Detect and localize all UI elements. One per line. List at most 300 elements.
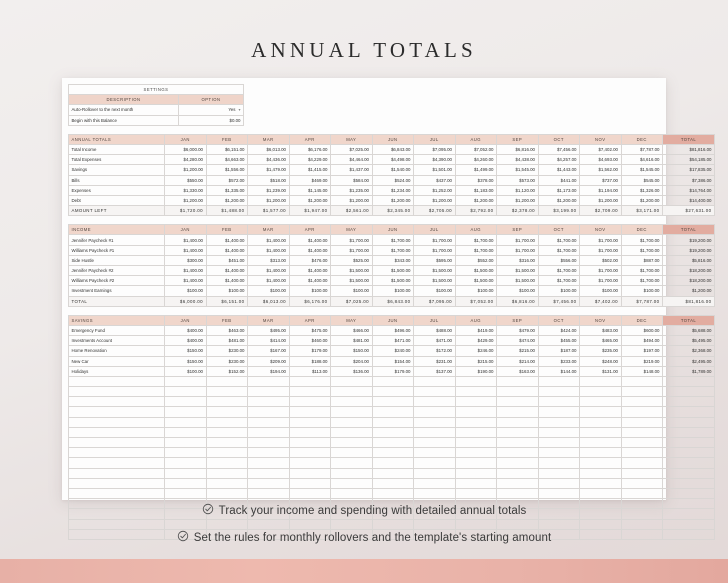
cell-jan[interactable]: $400.00 bbox=[165, 336, 207, 346]
cell-dec[interactable]: $545.00 bbox=[621, 175, 663, 185]
empty-cell[interactable] bbox=[538, 488, 580, 498]
cell-may[interactable]: $1,500.00 bbox=[331, 276, 373, 286]
cell-feb[interactable]: $1,400.00 bbox=[206, 266, 248, 276]
empty-cell[interactable] bbox=[663, 448, 715, 458]
empty-cell[interactable] bbox=[538, 448, 580, 458]
cell-nov[interactable]: $7,402.00 bbox=[580, 144, 622, 154]
empty-cell[interactable] bbox=[331, 488, 373, 498]
cell-nov[interactable]: $465.00 bbox=[580, 336, 622, 346]
cell-feb[interactable]: $230.00 bbox=[206, 356, 248, 366]
cell-nov[interactable]: $1,562.00 bbox=[580, 165, 622, 175]
cell-total[interactable]: $81,816.00 bbox=[663, 144, 715, 154]
cell-apr[interactable]: $179.00 bbox=[289, 346, 331, 356]
empty-cell[interactable] bbox=[165, 438, 207, 448]
table-row[interactable] bbox=[69, 175, 715, 185]
cell-sep[interactable]: $6,816.00 bbox=[497, 144, 539, 154]
cell-may[interactable]: $7,025.00 bbox=[331, 144, 373, 154]
cell-jul[interactable]: $2,705.00 bbox=[414, 206, 456, 216]
empty-cell[interactable] bbox=[206, 397, 248, 407]
empty-cell[interactable] bbox=[248, 417, 290, 427]
empty-cell[interactable] bbox=[289, 438, 331, 448]
empty-cell[interactable] bbox=[414, 468, 456, 478]
cell-may[interactable]: $4,464.00 bbox=[331, 155, 373, 165]
cell-nov[interactable]: $1,200.00 bbox=[580, 195, 622, 205]
empty-cell[interactable] bbox=[663, 488, 715, 498]
empty-cell[interactable] bbox=[165, 387, 207, 397]
empty-cell[interactable] bbox=[289, 407, 331, 417]
cell-feb[interactable]: $230.00 bbox=[206, 346, 248, 356]
cell-sep[interactable]: $1,500.00 bbox=[497, 266, 539, 276]
cell-feb[interactable]: $451.00 bbox=[206, 255, 248, 265]
empty-cell[interactable] bbox=[621, 478, 663, 488]
empty-cell[interactable] bbox=[580, 397, 622, 407]
empty-cell[interactable] bbox=[331, 478, 373, 488]
empty-cell[interactable] bbox=[165, 427, 207, 437]
cell-may[interactable]: $204.00 bbox=[331, 356, 373, 366]
empty-cell[interactable] bbox=[580, 376, 622, 386]
cell-dec[interactable]: $4,616.00 bbox=[621, 155, 663, 165]
empty-cell[interactable] bbox=[663, 387, 715, 397]
cell-may[interactable]: $1,700.00 bbox=[331, 235, 373, 245]
cell-jul[interactable]: $1,252.00 bbox=[414, 185, 456, 195]
cell-aug[interactable]: $2,792.00 bbox=[455, 206, 497, 216]
cell-may[interactable]: $1,235.00 bbox=[331, 185, 373, 195]
empty-cell[interactable] bbox=[69, 458, 165, 468]
cell-jun[interactable]: $6,843.00 bbox=[372, 144, 414, 154]
cell-total[interactable]: $14,764.00 bbox=[663, 185, 715, 195]
empty-cell[interactable] bbox=[248, 387, 290, 397]
cell-jul[interactable]: $137.00 bbox=[414, 366, 456, 376]
cell-nov[interactable]: $2,709.00 bbox=[580, 206, 622, 216]
empty-cell[interactable] bbox=[621, 376, 663, 386]
cell-total[interactable]: $5,816.00 bbox=[663, 255, 715, 265]
cell-apr[interactable]: $1,400.00 bbox=[289, 235, 331, 245]
cell-sep[interactable]: $1,700.00 bbox=[497, 235, 539, 245]
cell-nov[interactable]: $100.00 bbox=[580, 286, 622, 296]
cell-sep[interactable]: $1,700.00 bbox=[497, 245, 539, 255]
empty-cell[interactable] bbox=[455, 407, 497, 417]
cell-aug[interactable]: $419.00 bbox=[455, 325, 497, 335]
empty-cell[interactable] bbox=[289, 397, 331, 407]
empty-cell[interactable] bbox=[372, 448, 414, 458]
empty-cell[interactable] bbox=[206, 438, 248, 448]
cell-jul[interactable]: $1,700.00 bbox=[414, 235, 456, 245]
cell-aug[interactable]: $7,052.00 bbox=[455, 144, 497, 154]
cell-oct[interactable]: $7,456.00 bbox=[538, 296, 580, 306]
cell-feb[interactable]: $1,400.00 bbox=[206, 276, 248, 286]
cell-may[interactable]: $7,025.00 bbox=[331, 296, 373, 306]
cell-feb[interactable]: $152.00 bbox=[206, 366, 248, 376]
empty-cell[interactable] bbox=[69, 427, 165, 437]
cell-aug[interactable]: $7,052.00 bbox=[455, 296, 497, 306]
settings-row-auto-rollover[interactable] bbox=[69, 105, 244, 115]
empty-cell[interactable] bbox=[414, 387, 456, 397]
empty-cell[interactable] bbox=[331, 427, 373, 437]
cell-nov[interactable]: $235.00 bbox=[580, 346, 622, 356]
cell-jul[interactable]: $7,095.00 bbox=[414, 296, 456, 306]
cell-apr[interactable]: $4,229.00 bbox=[289, 155, 331, 165]
cell-sep[interactable]: $6,816.00 bbox=[497, 296, 539, 306]
cell-jul[interactable]: $1,501.00 bbox=[414, 165, 456, 175]
cell-aug[interactable]: $246.00 bbox=[455, 346, 497, 356]
table-row[interactable] bbox=[69, 245, 715, 255]
cell-jul[interactable]: $1,700.00 bbox=[414, 245, 456, 255]
cell-dec[interactable]: $1,700.00 bbox=[621, 235, 663, 245]
empty-table-row[interactable] bbox=[69, 438, 715, 448]
cell-apr[interactable]: $1,145.00 bbox=[289, 185, 331, 195]
cell-apr[interactable]: $188.00 bbox=[289, 356, 331, 366]
empty-cell[interactable] bbox=[497, 448, 539, 458]
empty-cell[interactable] bbox=[414, 448, 456, 458]
empty-cell[interactable] bbox=[206, 468, 248, 478]
cell-jun[interactable]: $240.00 bbox=[372, 346, 414, 356]
empty-cell[interactable] bbox=[248, 448, 290, 458]
cell-dec[interactable]: $219.00 bbox=[621, 356, 663, 366]
cell-aug[interactable]: $378.00 bbox=[455, 175, 497, 185]
empty-cell[interactable] bbox=[538, 458, 580, 468]
cell-aug[interactable]: $429.00 bbox=[455, 336, 497, 346]
cell-oct[interactable]: $1,200.00 bbox=[538, 195, 580, 205]
empty-cell[interactable] bbox=[414, 427, 456, 437]
empty-cell[interactable] bbox=[289, 376, 331, 386]
cell-aug[interactable]: $1,499.00 bbox=[455, 165, 497, 175]
empty-cell[interactable] bbox=[663, 458, 715, 468]
empty-cell[interactable] bbox=[331, 438, 373, 448]
cell-mar[interactable]: $1,479.00 bbox=[248, 165, 290, 175]
empty-cell[interactable] bbox=[372, 478, 414, 488]
cell-sep[interactable]: $214.00 bbox=[497, 356, 539, 366]
empty-cell[interactable] bbox=[538, 376, 580, 386]
cell-dec[interactable]: $1,700.00 bbox=[621, 245, 663, 255]
cell-jul[interactable]: $595.00 bbox=[414, 255, 456, 265]
cell-oct[interactable]: $100.00 bbox=[538, 286, 580, 296]
empty-cell[interactable] bbox=[455, 417, 497, 427]
empty-cell[interactable] bbox=[69, 407, 165, 417]
empty-cell[interactable] bbox=[289, 427, 331, 437]
cell-jan[interactable]: $1,330.00 bbox=[165, 185, 207, 195]
cell-jun[interactable]: $471.00 bbox=[372, 336, 414, 346]
empty-cell[interactable] bbox=[580, 417, 622, 427]
cell-jan[interactable]: $1,400.00 bbox=[165, 245, 207, 255]
empty-cell[interactable] bbox=[580, 458, 622, 468]
empty-cell[interactable] bbox=[663, 427, 715, 437]
empty-cell[interactable] bbox=[372, 438, 414, 448]
empty-table-row[interactable] bbox=[69, 488, 715, 498]
cell-jun[interactable]: $1,500.00 bbox=[372, 266, 414, 276]
cell-jun[interactable]: $100.00 bbox=[372, 286, 414, 296]
cell-sep[interactable]: $573.00 bbox=[497, 175, 539, 185]
cell-aug[interactable]: $190.00 bbox=[455, 366, 497, 376]
cell-mar[interactable]: $313.00 bbox=[248, 255, 290, 265]
cell-feb[interactable]: $6,151.00 bbox=[206, 144, 248, 154]
cell-sep[interactable]: $215.00 bbox=[497, 346, 539, 356]
empty-cell[interactable] bbox=[538, 417, 580, 427]
cell-may[interactable]: $136.00 bbox=[331, 366, 373, 376]
cell-feb[interactable]: $100.00 bbox=[206, 286, 248, 296]
cell-jan[interactable]: $1,720.00 bbox=[165, 206, 207, 216]
cell-mar[interactable]: $6,013.00 bbox=[248, 296, 290, 306]
cell-sep[interactable]: $1,545.00 bbox=[497, 165, 539, 175]
table-row[interactable] bbox=[69, 144, 715, 154]
cell-nov[interactable]: $7,402.00 bbox=[580, 296, 622, 306]
cell-total[interactable]: $14,400.00 bbox=[663, 195, 715, 205]
cell-sep[interactable]: $1,200.00 bbox=[497, 195, 539, 205]
empty-cell[interactable] bbox=[621, 488, 663, 498]
cell-apr[interactable]: $100.00 bbox=[289, 286, 331, 296]
table-row[interactable] bbox=[69, 206, 715, 216]
cell-total[interactable]: $1,789.00 bbox=[663, 366, 715, 376]
table-row[interactable] bbox=[69, 235, 715, 245]
cell-may[interactable]: $1,200.00 bbox=[331, 195, 373, 205]
cell-total[interactable]: $5,495.00 bbox=[663, 336, 715, 346]
cell-sep[interactable]: $1,120.00 bbox=[497, 185, 539, 195]
empty-cell[interactable] bbox=[289, 448, 331, 458]
cell-apr[interactable]: $1,400.00 bbox=[289, 266, 331, 276]
cell-jan[interactable]: $100.00 bbox=[165, 366, 207, 376]
empty-cell[interactable] bbox=[165, 376, 207, 386]
empty-cell[interactable] bbox=[621, 407, 663, 417]
cell-sep[interactable]: $316.00 bbox=[497, 255, 539, 265]
cell-apr[interactable]: $476.00 bbox=[289, 255, 331, 265]
table-row[interactable] bbox=[69, 356, 715, 366]
cell-mar[interactable]: $1,577.00 bbox=[248, 206, 290, 216]
cell-dec[interactable]: $148.00 bbox=[621, 366, 663, 376]
empty-cell[interactable] bbox=[580, 407, 622, 417]
empty-table-row[interactable] bbox=[69, 397, 715, 407]
empty-cell[interactable] bbox=[165, 488, 207, 498]
empty-cell[interactable] bbox=[455, 468, 497, 478]
cell-oct[interactable]: $187.00 bbox=[538, 346, 580, 356]
empty-cell[interactable] bbox=[69, 488, 165, 498]
empty-cell[interactable] bbox=[372, 387, 414, 397]
cell-apr[interactable]: $1,415.00 bbox=[289, 165, 331, 175]
cell-may[interactable]: $1,437.00 bbox=[331, 165, 373, 175]
empty-cell[interactable] bbox=[538, 468, 580, 478]
empty-cell[interactable] bbox=[331, 387, 373, 397]
empty-cell[interactable] bbox=[497, 376, 539, 386]
cell-nov[interactable]: $483.00 bbox=[580, 325, 622, 335]
empty-cell[interactable] bbox=[455, 488, 497, 498]
cell-mar[interactable]: $1,400.00 bbox=[248, 276, 290, 286]
empty-cell[interactable] bbox=[621, 387, 663, 397]
table-row[interactable] bbox=[69, 325, 715, 335]
empty-cell[interactable] bbox=[248, 478, 290, 488]
empty-cell[interactable] bbox=[497, 458, 539, 468]
empty-cell[interactable] bbox=[331, 458, 373, 468]
cell-apr[interactable]: $1,200.00 bbox=[289, 195, 331, 205]
empty-cell[interactable] bbox=[497, 407, 539, 417]
cell-nov[interactable]: $1,700.00 bbox=[580, 276, 622, 286]
empty-cell[interactable] bbox=[414, 376, 456, 386]
empty-table-row[interactable] bbox=[69, 387, 715, 397]
cell-jan[interactable]: $6,000.00 bbox=[165, 144, 207, 154]
cell-nov[interactable]: $1,700.00 bbox=[580, 245, 622, 255]
cell-aug[interactable]: $1,500.00 bbox=[455, 266, 497, 276]
cell-mar[interactable]: $518.00 bbox=[248, 175, 290, 185]
empty-cell[interactable] bbox=[372, 417, 414, 427]
cell-dec[interactable]: $7,787.00 bbox=[621, 144, 663, 154]
cell-apr[interactable]: $1,947.00 bbox=[289, 206, 331, 216]
cell-dec[interactable]: $1,700.00 bbox=[621, 266, 663, 276]
cell-nov[interactable]: $4,693.00 bbox=[580, 155, 622, 165]
cell-total[interactable]: $54,185.00 bbox=[663, 155, 715, 165]
empty-cell[interactable] bbox=[289, 488, 331, 498]
cell-apr[interactable]: $475.00 bbox=[289, 325, 331, 335]
empty-cell[interactable] bbox=[621, 438, 663, 448]
cell-total[interactable]: $18,200.00 bbox=[663, 276, 715, 286]
cell-dec[interactable]: $1,545.00 bbox=[621, 165, 663, 175]
empty-cell[interactable] bbox=[497, 417, 539, 427]
cell-oct[interactable]: $144.00 bbox=[538, 366, 580, 376]
empty-cell[interactable] bbox=[580, 427, 622, 437]
cell-mar[interactable]: $100.00 bbox=[248, 286, 290, 296]
table-row[interactable] bbox=[69, 266, 715, 276]
chevron-down-icon[interactable]: ▾ bbox=[238, 107, 241, 113]
empty-cell[interactable] bbox=[248, 458, 290, 468]
empty-cell[interactable] bbox=[497, 387, 539, 397]
cell-jan[interactable]: $1,200.00 bbox=[165, 195, 207, 205]
cell-oct[interactable]: $1,173.00 bbox=[538, 185, 580, 195]
empty-table-row[interactable] bbox=[69, 417, 715, 427]
empty-cell[interactable] bbox=[69, 376, 165, 386]
table-row[interactable] bbox=[69, 195, 715, 205]
empty-cell[interactable] bbox=[621, 468, 663, 478]
cell-mar[interactable]: $167.00 bbox=[248, 346, 290, 356]
cell-aug[interactable]: $1,183.00 bbox=[455, 185, 497, 195]
cell-may[interactable]: $2,561.00 bbox=[331, 206, 373, 216]
empty-cell[interactable] bbox=[414, 407, 456, 417]
empty-cell[interactable] bbox=[497, 397, 539, 407]
empty-cell[interactable] bbox=[69, 417, 165, 427]
empty-cell[interactable] bbox=[621, 427, 663, 437]
empty-cell[interactable] bbox=[538, 387, 580, 397]
empty-cell[interactable] bbox=[663, 478, 715, 488]
table-row[interactable] bbox=[69, 255, 715, 265]
empty-cell[interactable] bbox=[372, 458, 414, 468]
cell-jul[interactable]: $437.00 bbox=[414, 175, 456, 185]
cell-apr[interactable]: $113.00 bbox=[289, 366, 331, 376]
cell-jun[interactable]: $1,540.00 bbox=[372, 165, 414, 175]
cell-mar[interactable]: $209.00 bbox=[248, 356, 290, 366]
cell-jul[interactable]: $471.00 bbox=[414, 336, 456, 346]
cell-jun[interactable]: $154.00 bbox=[372, 356, 414, 366]
cell-oct[interactable]: $1,443.00 bbox=[538, 165, 580, 175]
table-row[interactable] bbox=[69, 366, 715, 376]
cell-mar[interactable]: $414.00 bbox=[248, 336, 290, 346]
empty-cell[interactable] bbox=[580, 478, 622, 488]
cell-jul[interactable]: $100.00 bbox=[414, 286, 456, 296]
table-row[interactable] bbox=[69, 185, 715, 195]
empty-cell[interactable] bbox=[455, 438, 497, 448]
cell-total[interactable]: $2,368.00 bbox=[663, 346, 715, 356]
empty-cell[interactable] bbox=[331, 448, 373, 458]
empty-cell[interactable] bbox=[206, 448, 248, 458]
empty-cell[interactable] bbox=[248, 376, 290, 386]
empty-cell[interactable] bbox=[455, 376, 497, 386]
empty-cell[interactable] bbox=[206, 478, 248, 488]
cell-jul[interactable]: $231.00 bbox=[414, 356, 456, 366]
cell-jul[interactable]: $1,500.00 bbox=[414, 276, 456, 286]
empty-cell[interactable] bbox=[206, 427, 248, 437]
cell-apr[interactable]: $1,400.00 bbox=[289, 245, 331, 255]
cell-jun[interactable]: $1,700.00 bbox=[372, 235, 414, 245]
empty-cell[interactable] bbox=[165, 458, 207, 468]
cell-jun[interactable]: $2,345.00 bbox=[372, 206, 414, 216]
cell-feb[interactable]: $1,556.00 bbox=[206, 165, 248, 175]
empty-cell[interactable] bbox=[206, 376, 248, 386]
empty-cell[interactable] bbox=[206, 407, 248, 417]
table-row[interactable] bbox=[69, 336, 715, 346]
empty-cell[interactable] bbox=[621, 397, 663, 407]
empty-cell[interactable] bbox=[455, 427, 497, 437]
empty-cell[interactable] bbox=[372, 397, 414, 407]
empty-cell[interactable] bbox=[248, 427, 290, 437]
empty-cell[interactable] bbox=[621, 458, 663, 468]
cell-aug[interactable]: $1,700.00 bbox=[455, 245, 497, 255]
empty-table-row[interactable] bbox=[69, 468, 715, 478]
cell-feb[interactable]: $6,151.00 bbox=[206, 296, 248, 306]
cell-may[interactable]: $150.00 bbox=[331, 346, 373, 356]
cell-dec[interactable]: $887.00 bbox=[621, 255, 663, 265]
cell-jul[interactable]: $7,095.00 bbox=[414, 144, 456, 154]
cell-jun[interactable]: $1,200.00 bbox=[372, 195, 414, 205]
cell-nov[interactable]: $502.00 bbox=[580, 255, 622, 265]
empty-cell[interactable] bbox=[165, 397, 207, 407]
cell-total[interactable]: $7,386.00 bbox=[663, 175, 715, 185]
cell-dec[interactable]: $197.00 bbox=[621, 346, 663, 356]
empty-table-row[interactable] bbox=[69, 478, 715, 488]
cell-sep[interactable]: $1,500.00 bbox=[497, 276, 539, 286]
cell-nov[interactable]: $737.00 bbox=[580, 175, 622, 185]
empty-cell[interactable] bbox=[206, 417, 248, 427]
cell-aug[interactable]: $100.00 bbox=[455, 286, 497, 296]
cell-dec[interactable]: $1,326.00 bbox=[621, 185, 663, 195]
cell-aug[interactable]: $1,200.00 bbox=[455, 195, 497, 205]
empty-cell[interactable] bbox=[414, 478, 456, 488]
cell-may[interactable]: $466.00 bbox=[331, 325, 373, 335]
cell-feb[interactable]: $1,400.00 bbox=[206, 235, 248, 245]
cell-dec[interactable]: $494.00 bbox=[621, 336, 663, 346]
empty-cell[interactable] bbox=[165, 448, 207, 458]
cell-total[interactable]: $19,200.00 bbox=[663, 245, 715, 255]
empty-cell[interactable] bbox=[455, 397, 497, 407]
empty-cell[interactable] bbox=[331, 376, 373, 386]
cell-jul[interactable]: $4,390.00 bbox=[414, 155, 456, 165]
table-row[interactable] bbox=[69, 286, 715, 296]
cell-total[interactable]: $5,688.00 bbox=[663, 325, 715, 335]
empty-cell[interactable] bbox=[372, 376, 414, 386]
empty-cell[interactable] bbox=[497, 488, 539, 498]
cell-apr[interactable]: $6,176.00 bbox=[289, 296, 331, 306]
empty-cell[interactable] bbox=[538, 478, 580, 488]
cell-jan[interactable]: $550.00 bbox=[165, 175, 207, 185]
cell-feb[interactable]: $1,400.00 bbox=[206, 245, 248, 255]
cell-total[interactable]: $27,631.00 bbox=[663, 206, 715, 216]
cell-jan[interactable]: $150.00 bbox=[165, 346, 207, 356]
cell-total[interactable]: $18,200.00 bbox=[663, 266, 715, 276]
table-row[interactable] bbox=[69, 155, 715, 165]
cell-dec[interactable]: $1,200.00 bbox=[621, 195, 663, 205]
table-row[interactable] bbox=[69, 165, 715, 175]
empty-cell[interactable] bbox=[206, 387, 248, 397]
empty-cell[interactable] bbox=[621, 417, 663, 427]
cell-jan[interactable]: $400.00 bbox=[165, 325, 207, 335]
cell-dec[interactable]: $7,787.00 bbox=[621, 296, 663, 306]
cell-jun[interactable]: $1,500.00 bbox=[372, 276, 414, 286]
empty-cell[interactable] bbox=[331, 397, 373, 407]
empty-cell[interactable] bbox=[69, 448, 165, 458]
cell-jun[interactable]: $179.00 bbox=[372, 366, 414, 376]
